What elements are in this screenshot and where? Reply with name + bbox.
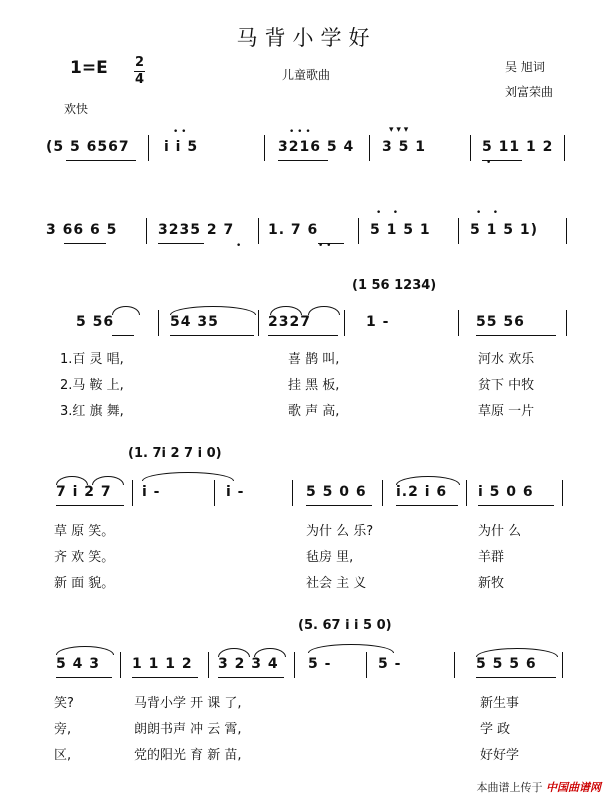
beam-underline — [478, 505, 554, 506]
barline — [214, 480, 215, 506]
intro-phrase: (1 56 1234) — [352, 278, 437, 293]
barline — [382, 480, 383, 506]
barline — [366, 652, 367, 678]
lyricist-credit: 吴 旭词 — [505, 60, 545, 74]
lyric-line-3: 好好学 — [480, 748, 520, 763]
song-title: 马背小学好 — [236, 26, 377, 50]
barline — [292, 480, 293, 506]
measure: 5 5 0 6 — [306, 484, 367, 500]
measure: 3 66 6 5 — [46, 222, 118, 238]
measure: 5 56 — [76, 314, 115, 330]
lyric-line-2: 学 政 — [480, 722, 511, 737]
barline — [566, 310, 567, 336]
measure: 7 i 2 7 — [56, 484, 112, 500]
measure: 55 56 — [476, 314, 525, 330]
site-logo[interactable]: 中国曲谱网 — [546, 781, 601, 794]
octave-dot: ▾ ▾ ▾ — [389, 125, 409, 135]
measure: 2327 — [268, 314, 311, 330]
beam-underline — [218, 677, 284, 678]
octave-dot: • • — [318, 241, 332, 251]
lyric-line-2: 齐 欢 笑。 — [54, 550, 115, 565]
barline — [344, 310, 345, 336]
barline — [470, 135, 471, 161]
barline — [564, 135, 565, 161]
barline — [466, 480, 467, 506]
lyric-line-1: 为什 么 乐? — [306, 524, 374, 539]
barline — [294, 652, 295, 678]
time-sig-top: 2 — [134, 55, 145, 70]
lyric-line-1: 1.百 灵 唱, — [60, 352, 124, 367]
beam-underline — [278, 160, 328, 161]
measure: 5 11 1 2 — [482, 139, 554, 155]
beam-underline — [132, 677, 198, 678]
upload-credit — [477, 779, 602, 795]
measure: 3 5 1 — [382, 139, 426, 155]
slur — [56, 476, 88, 485]
measure: 5 1 5 1) — [470, 222, 538, 238]
score-system-5 — [0, 618, 613, 763]
measure: 54 35 — [170, 314, 219, 330]
key-signature: 1=E — [70, 58, 108, 78]
beam-underline — [482, 160, 522, 161]
lyric-line-3: 新 面 貌。 — [54, 576, 115, 591]
lyric-line-2: 贫下 中牧 — [478, 378, 535, 393]
lyric-line-1: 新生事 — [480, 696, 520, 711]
measure: i - — [226, 484, 245, 500]
barline — [458, 310, 459, 336]
lyric-line-3: 3.红 旗 舞, — [60, 404, 124, 419]
measure: 5 - — [378, 656, 402, 672]
barline — [120, 652, 121, 678]
lyric-line-1: 笑? — [54, 696, 74, 711]
measure: 5 1 5 1 — [370, 222, 431, 238]
slur — [56, 646, 114, 655]
barline — [454, 652, 455, 678]
slur — [270, 306, 302, 315]
barline — [369, 135, 370, 161]
lyric-line-2: 毡房 里, — [306, 550, 354, 565]
beam-underline — [64, 243, 106, 244]
slur — [254, 648, 286, 657]
barline — [148, 135, 149, 161]
tempo-marking: 欢快 — [64, 102, 89, 116]
barline — [208, 652, 209, 678]
barline — [566, 218, 567, 244]
octave-dot: • • • — [289, 127, 311, 137]
beam-underline — [56, 505, 124, 506]
barline — [562, 480, 563, 506]
measure: (5 5 6567 — [46, 139, 130, 155]
measure: 1 1 1 2 — [132, 656, 193, 672]
lyric-line-3: 党的阳光 育 新 苗, — [134, 748, 242, 763]
barline — [458, 218, 459, 244]
beam-underline — [476, 677, 556, 678]
score-system-2 — [0, 208, 613, 256]
score-system-4 — [0, 446, 613, 591]
time-signature — [134, 56, 145, 87]
measure: 5 4 3 — [56, 656, 100, 672]
measure: 3216 5 4 — [278, 139, 355, 155]
slur — [92, 476, 124, 485]
beam-underline — [170, 335, 254, 336]
lyric-line-1: 草 原 笑。 — [54, 524, 115, 539]
slur — [476, 648, 558, 657]
measure: 5 5 5 6 — [476, 656, 537, 672]
slur — [396, 476, 460, 485]
beam-underline — [112, 335, 134, 336]
genre-label: 儿童歌曲 — [282, 68, 331, 82]
lyric-line-3: 新牧 — [478, 576, 505, 591]
measure: 3 2 3 4 — [218, 656, 279, 672]
measure: 5 - — [308, 656, 332, 672]
lyric-line-2: 羊群 — [478, 550, 505, 565]
octave-dot: • • — [173, 127, 187, 137]
beam-underline — [158, 243, 204, 244]
slur — [112, 306, 140, 315]
measure: 1 - — [366, 314, 390, 330]
lyric-line-1: 为什 么 — [478, 524, 522, 539]
measure: i - — [142, 484, 161, 500]
barline — [258, 310, 259, 336]
barline — [146, 218, 147, 244]
measure: i 5 0 6 — [478, 484, 534, 500]
beam-underline — [306, 505, 372, 506]
slur — [308, 644, 394, 653]
barline — [132, 480, 133, 506]
octave-dot: • — [236, 241, 242, 251]
lyric-line-3: 区, — [54, 748, 72, 763]
octave-dot: • • — [476, 208, 499, 218]
barline — [258, 218, 259, 244]
measure: i i 5 — [164, 139, 199, 155]
intro-phrase: (1. 7i 2 7 i 0) — [128, 446, 222, 461]
lyric-line-3: 歌 声 高, — [288, 404, 340, 419]
lyric-line-3: 草原 一片 — [478, 404, 535, 419]
lyric-line-2: 朗朗书声 冲 云 霄, — [134, 722, 242, 737]
credit-text: 本曲谱上传于 — [476, 781, 543, 794]
intro-phrase: (5. 67 i i 5 0) — [298, 618, 392, 633]
lyric-line-2: 旁, — [54, 722, 72, 737]
barline — [264, 135, 265, 161]
octave-dot: • • — [376, 208, 399, 218]
octave-dot: • — [486, 158, 492, 168]
beam-underline — [66, 160, 136, 161]
slur — [308, 306, 340, 315]
beam-underline — [318, 243, 344, 244]
composer-credit: 刘富荣曲 — [505, 85, 554, 99]
slur — [142, 472, 234, 481]
score-system-1 — [0, 125, 613, 173]
slur — [170, 306, 256, 315]
lyric-line-2: 挂 黑 板, — [288, 378, 340, 393]
slur — [218, 648, 250, 657]
beam-underline — [396, 505, 458, 506]
score-system-3 — [0, 278, 613, 419]
barline — [158, 310, 159, 336]
measure: 1. 7 6 — [268, 222, 319, 238]
lyric-line-1: 马背小学 开 课 了, — [134, 696, 242, 711]
barline — [358, 218, 359, 244]
lyric-line-3: 社会 主 义 — [306, 576, 367, 591]
beam-underline — [268, 335, 338, 336]
measure: i.2 i 6 — [396, 484, 448, 500]
lyric-line-1: 河水 欢乐 — [478, 352, 535, 367]
lyric-line-1: 喜 鹊 叫, — [288, 352, 340, 367]
barline — [562, 652, 563, 678]
beam-underline — [476, 335, 556, 336]
time-sig-bottom: 4 — [134, 72, 145, 87]
lyric-line-2: 2.马 鞍 上, — [60, 378, 124, 393]
measure: 3235 2 7 — [158, 222, 235, 238]
beam-underline — [56, 677, 112, 678]
